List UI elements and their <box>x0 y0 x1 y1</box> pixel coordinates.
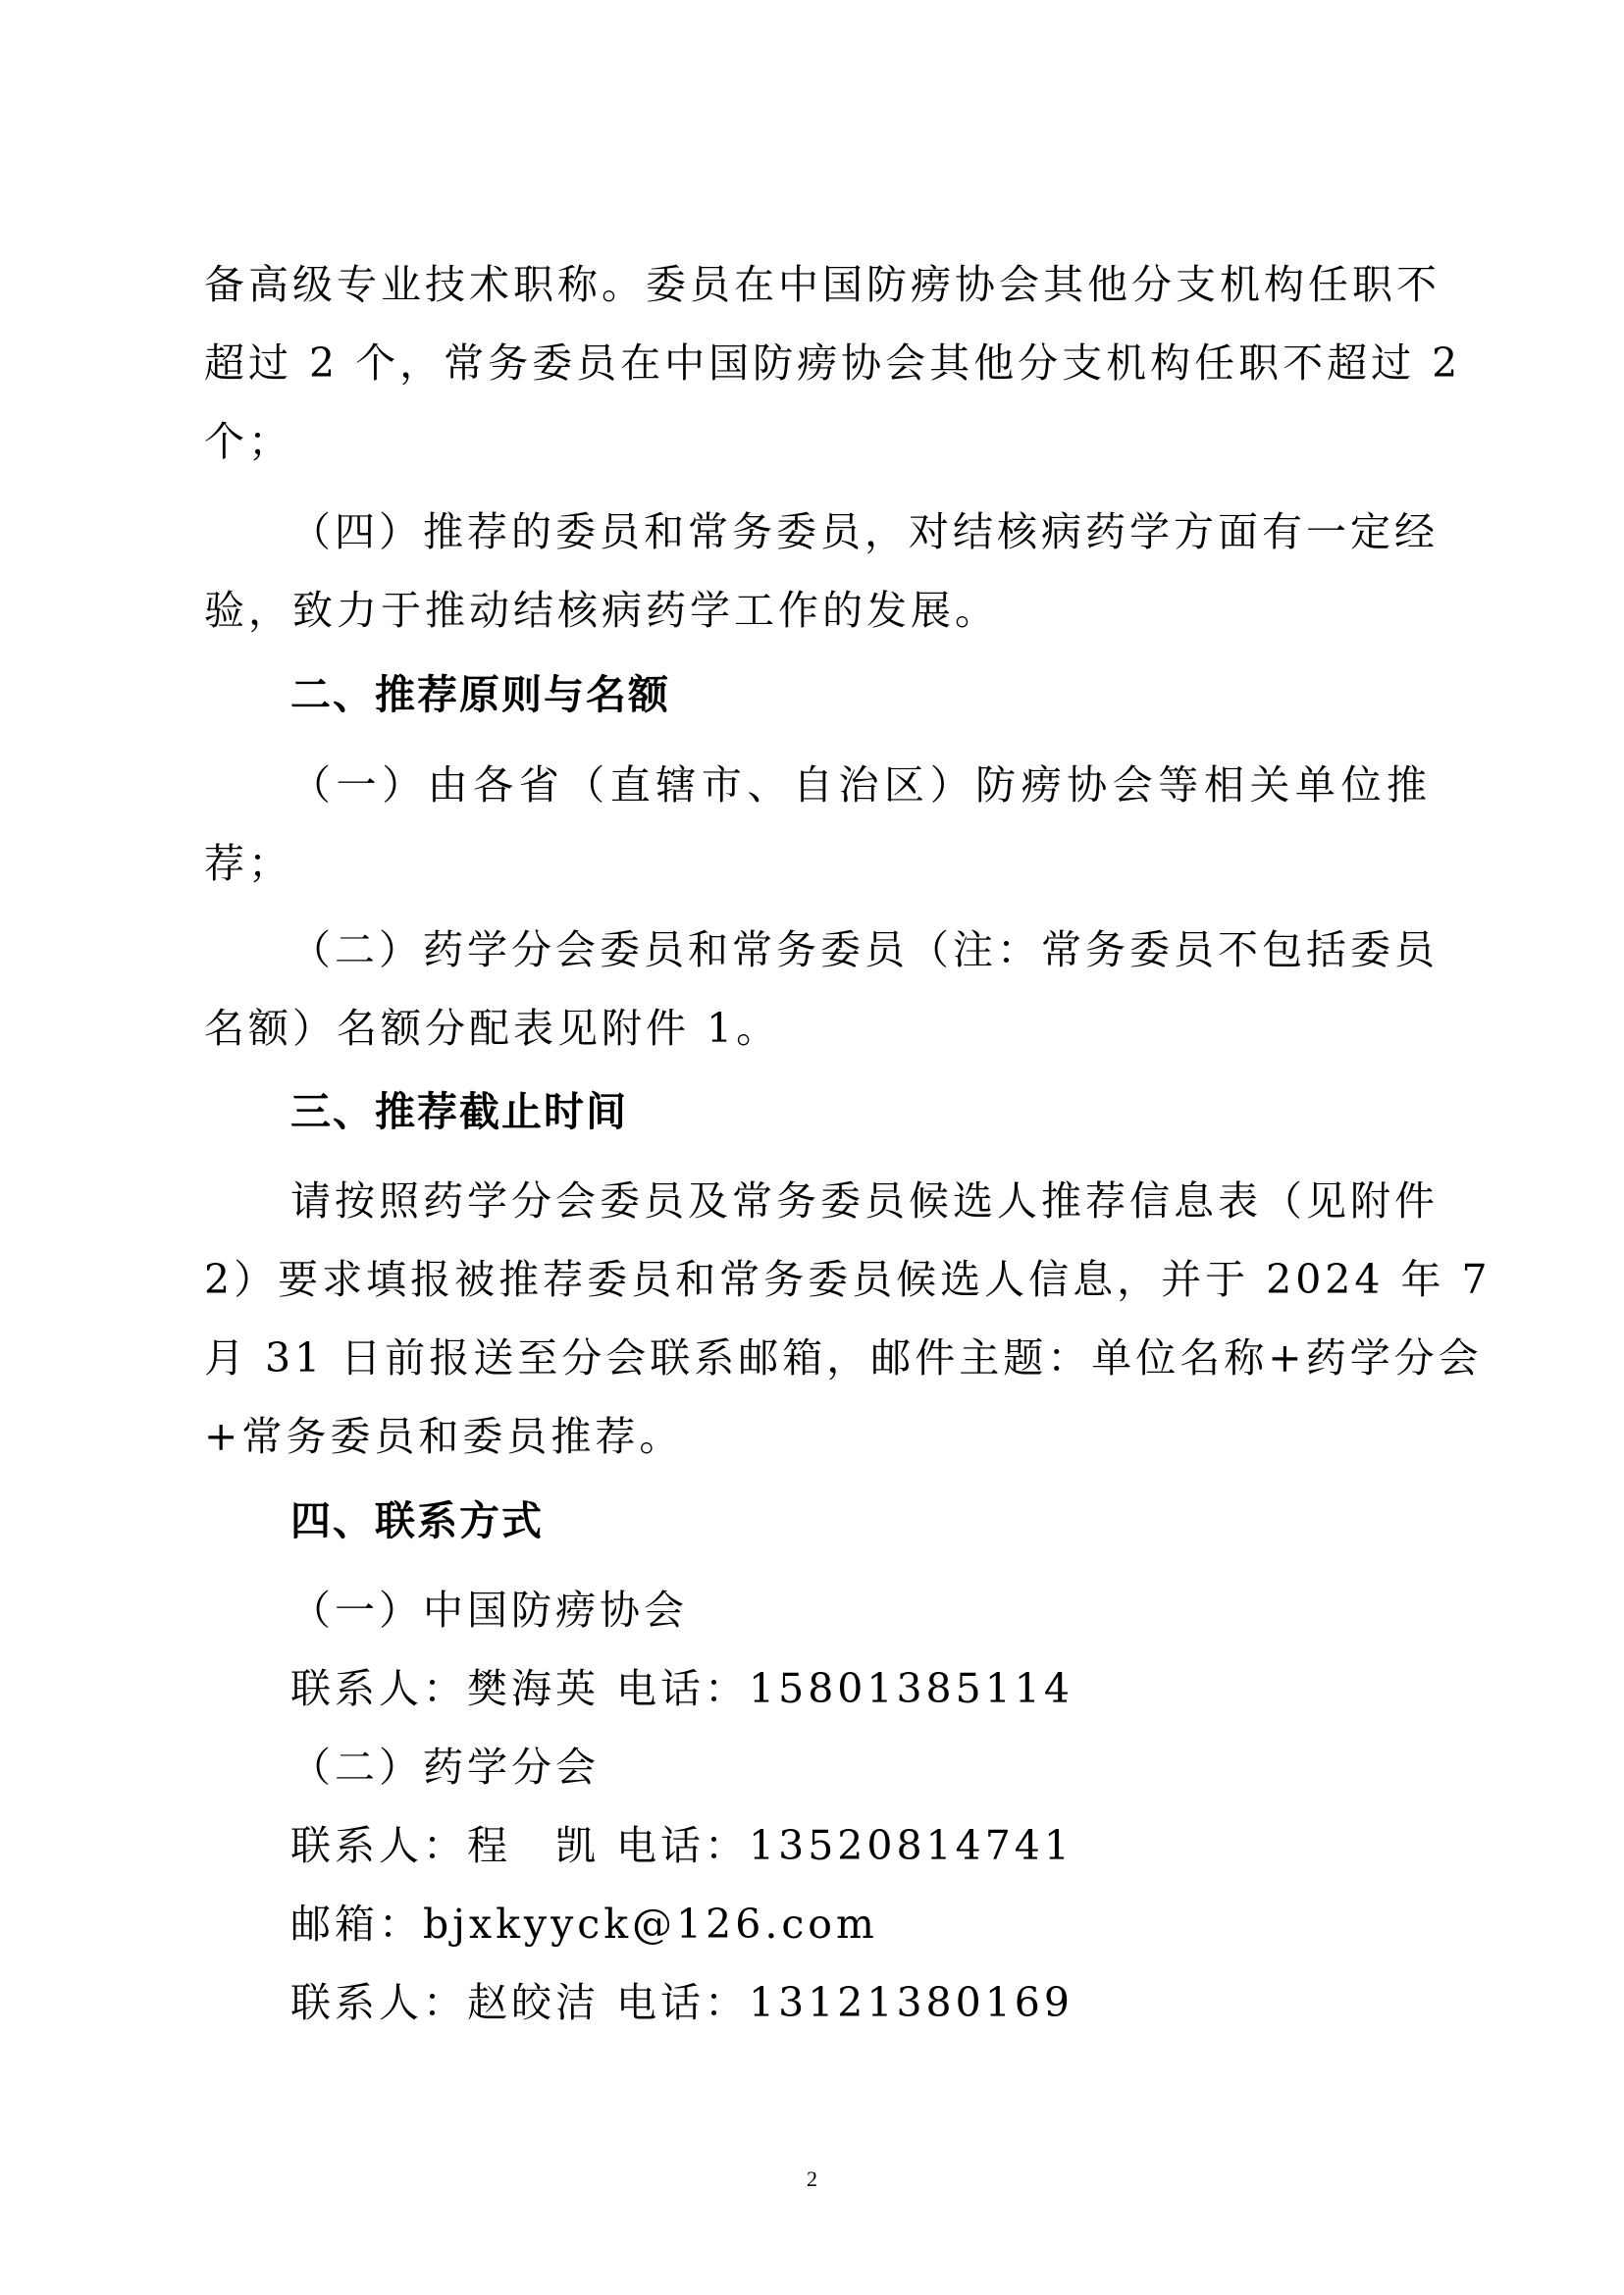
section-heading: 四、联系方式 <box>290 1497 544 1544</box>
paragraph-line: 超过 2 个，常务委员在中国防痨协会其他分支机构任职不超过 2 <box>204 339 1462 387</box>
contact-line: 联系人：樊海英 电话：15801385114 <box>290 1665 1074 1712</box>
contact-line: （一）中国防痨协会 <box>290 1587 688 1634</box>
paragraph-line: 备高级专业技术职称。委员在中国防痨协会其他分支机构任职不 <box>204 261 1441 308</box>
section-heading: 三、推荐截止时间 <box>290 1088 628 1135</box>
contact-line: 联系人：赵皎洁 电话：13121380169 <box>290 1979 1074 2026</box>
paragraph-line: 2）要求填报被推荐委员和常务委员候选人信息，并于 2024 年 7 <box>204 1256 1492 1303</box>
paragraph-line: （二）药学分会委员和常务委员（注：常务委员不包括委员 <box>290 926 1439 973</box>
paragraph-line: 个； <box>204 418 292 465</box>
contact-line: （二）药学分会 <box>290 1744 600 1791</box>
paragraph-line: 荐； <box>204 840 292 887</box>
page-number: 2 <box>807 2166 817 2191</box>
paragraph-line: 月 31 日前报送至分会联系邮箱，邮件主题：单位名称+药学分会 <box>204 1334 1483 1382</box>
paragraph-line: 名额）名额分配表见附件 1。 <box>204 1005 781 1052</box>
contact-line: 联系人：程 凯 电话：13520814741 <box>290 1822 1074 1869</box>
paragraph-line: 请按照药学分会委员及常务委员候选人推荐信息表（见附件 <box>290 1177 1439 1225</box>
paragraph-line: （一）由各省（直辖市、自治区）防痨协会等相关单位推 <box>290 761 1431 808</box>
paragraph-line: 验，致力于推动结核病药学工作的发展。 <box>204 587 999 634</box>
section-heading: 二、推荐原则与名额 <box>290 671 670 718</box>
paragraph-line: （四）推荐的委员和常务委员，对结核病药学方面有一定经 <box>290 508 1439 555</box>
paragraph-line: +常务委员和委员推荐。 <box>204 1413 684 1460</box>
contact-email-line: 邮箱：bjxkyyck@126.com <box>290 1901 878 1948</box>
